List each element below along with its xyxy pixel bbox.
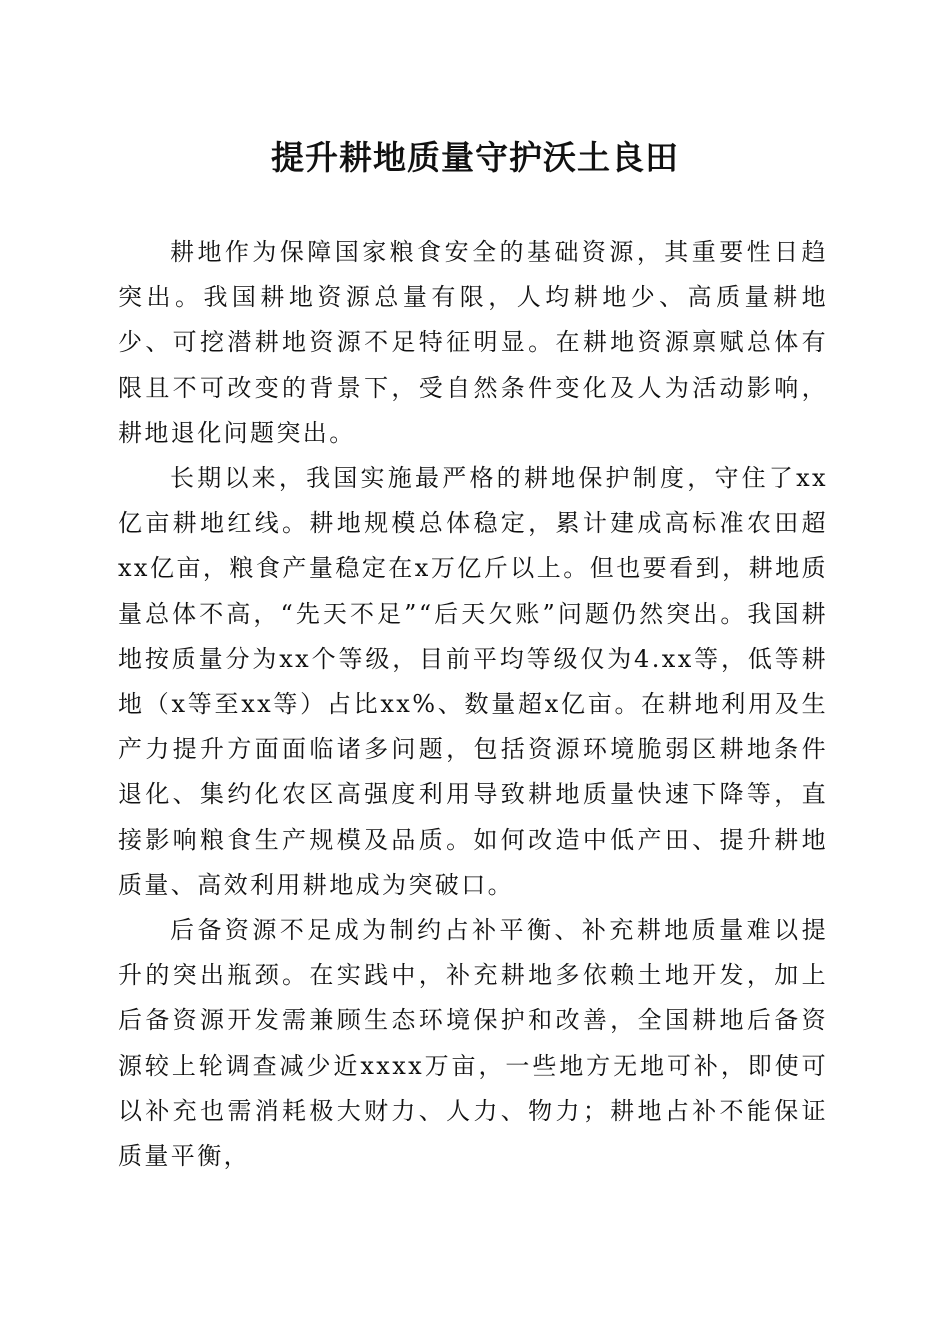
paragraph-1: 耕地作为保障国家粮食安全的基础资源，其重要性日趋突出。我国耕地资源总量有限，人均耕地少、高质量耕地少、可挖潜耕地资源不足特征明显。在耕地资源禀赋总体有限且不可改变的背景下，受自然条件变化及人为活动影响，耕地退化问题突出。 bbox=[118, 238, 828, 447]
document-title: 提升耕地质量守护沃土良田 bbox=[271, 138, 679, 177]
paragraph-3: 后备资源不足成为制约占补平衡、补充耕地质量难以提升的突出瓶颈。在实践中，补充耕地多依赖土地开发，加上后备资源开发需兼顾生态环境保护和改善，全国耕地后备资源较上轮调查减少近xxxx万亩，一些地方无地可补，即使可以补充也需消耗极大财力、人力、物力；耕地占补不能保证质量平衡， bbox=[118, 916, 828, 1171]
paragraph-2: 长期以来，我国实施最严格的耕地保护制度，守住了xx亿亩耕地红线。耕地规模总体稳定，累计建成高标准农田超xx亿亩，粮食产量稳定在x万亿斤以上。但也要看到，耕地质量总体不高，“先天不足”“后天欠账”问题仍然突出。我国耕地按质量分为xx个等级，目前平均等级仅为4.xx等，低等耕地（x等至xx等）占比xx%、数量超x亿亩。在耕地利用及生产力提升方面面临诸多问题，包括资源环境脆弱区耕地条件退化、集约化农区高强度利用导致耕地质量快速下降等，直接影响粮食生产规模及品质。如何改造中低产田、提升耕地质量、高效利用耕地成为突破口。 bbox=[118, 464, 828, 899]
document-body bbox=[118, 230, 828, 1179]
